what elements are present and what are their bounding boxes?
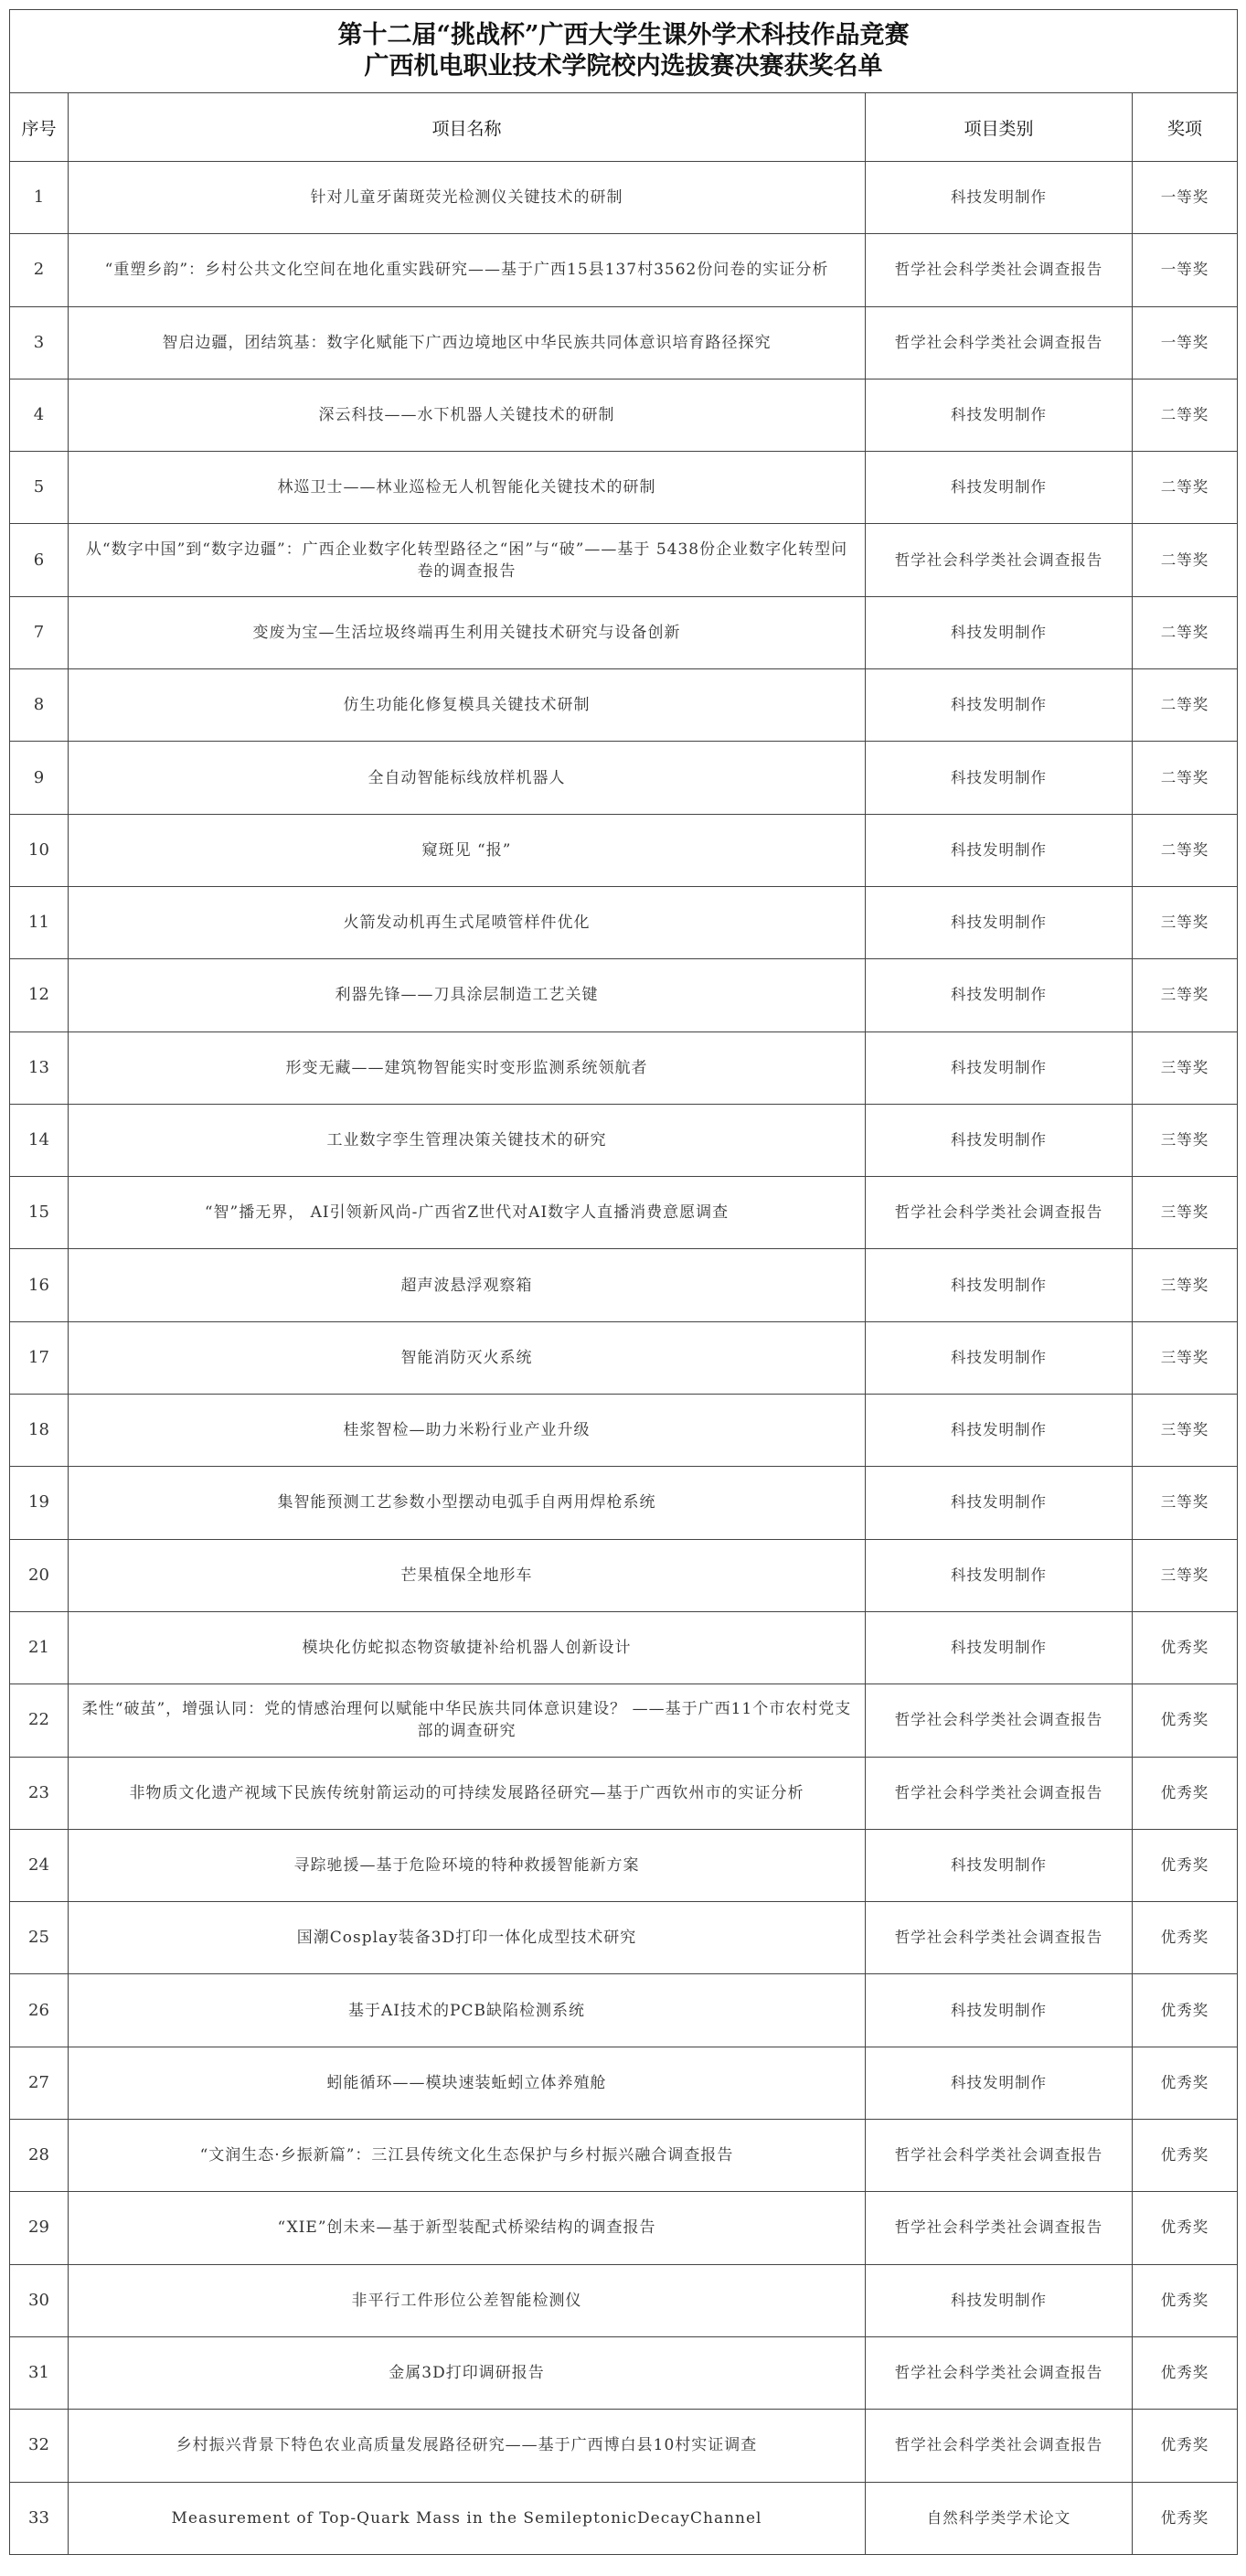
cell-category: 科技发明制作: [866, 1031, 1133, 1104]
table-row: [10, 2264, 1238, 2336]
cell-project-name: 工业数字孪生管理决策关键技术的研究: [69, 1104, 866, 1176]
cell-category: 科技发明制作: [866, 1249, 1133, 1321]
table-row: [10, 234, 1238, 306]
cell-project-name: 基于AI技术的PCB缺陷检测系统: [69, 1974, 866, 2047]
cell-award: 二等奖: [1133, 524, 1238, 596]
cell-index: 31: [10, 2336, 69, 2409]
cell-category: 科技发明制作: [866, 596, 1133, 668]
cell-category: 科技发明制作: [866, 886, 1133, 958]
cell-award: 三等奖: [1133, 1539, 1238, 1611]
cell-award: 二等奖: [1133, 814, 1238, 886]
cell-index: 13: [10, 1031, 69, 1104]
cell-project-name: 集智能预测工艺参数小型摆动电弧手自两用焊枪系统: [69, 1467, 866, 1539]
cell-index: 14: [10, 1104, 69, 1176]
table-row: [10, 1031, 1238, 1104]
cell-project-name: 寻踪驰援—基于危险环境的特种救援智能新方案: [69, 1829, 866, 1901]
cell-category: 科技发明制作: [866, 814, 1133, 886]
cell-category: 哲学社会科学类社会调查报告: [866, 306, 1133, 379]
cell-category: 科技发明制作: [866, 2047, 1133, 2119]
cell-project-name: 金属3D打印调研报告: [69, 2336, 866, 2409]
table-row: [10, 162, 1238, 234]
award-table: [9, 9, 1238, 2555]
cell-index: 25: [10, 1902, 69, 1974]
table-row: [10, 886, 1238, 958]
cell-award: 优秀奖: [1133, 1757, 1238, 1829]
table-row: [10, 2192, 1238, 2264]
cell-category: 科技发明制作: [866, 1611, 1133, 1683]
cell-project-name: 全自动智能标线放样机器人: [69, 742, 866, 814]
cell-award: 二等奖: [1133, 596, 1238, 668]
cell-index: 17: [10, 1321, 69, 1394]
table-row: [10, 1395, 1238, 1467]
cell-category: 哲学社会科学类社会调查报告: [866, 1177, 1133, 1249]
table-row: [10, 814, 1238, 886]
cell-index: 3: [10, 306, 69, 379]
cell-project-name: 火箭发动机再生式尾喷管样件优化: [69, 886, 866, 958]
table-row: [10, 1177, 1238, 1249]
table-row: [10, 1321, 1238, 1394]
cell-project-name: 超声波悬浮观察箱: [69, 1249, 866, 1321]
cell-award: 三等奖: [1133, 1321, 1238, 1394]
cell-award: 三等奖: [1133, 959, 1238, 1031]
cell-project-name: 国潮Cosplay装备3D打印一体化成型技术研究: [69, 1902, 866, 1974]
cell-award: 二等奖: [1133, 452, 1238, 524]
table-row: [10, 1249, 1238, 1321]
table-row: [10, 524, 1238, 596]
cell-category: 哲学社会科学类社会调查报告: [866, 1684, 1133, 1757]
cell-index: 33: [10, 2482, 69, 2554]
cell-project-name: 蚓能循环——模块速装蚯蚓立体养殖舱: [69, 2047, 866, 2119]
cell-index: 22: [10, 1684, 69, 1757]
cell-index: 18: [10, 1395, 69, 1467]
cell-category: 科技发明制作: [866, 1321, 1133, 1394]
header-index: 序号: [10, 93, 69, 162]
table-row: [10, 2120, 1238, 2192]
cell-category: 哲学社会科学类社会调查报告: [866, 2336, 1133, 2409]
cell-index: 15: [10, 1177, 69, 1249]
header-row: [10, 93, 1238, 162]
cell-award: 优秀奖: [1133, 1902, 1238, 1974]
cell-category: 科技发明制作: [866, 162, 1133, 234]
cell-index: 24: [10, 1829, 69, 1901]
cell-award: 二等奖: [1133, 669, 1238, 742]
cell-award: 优秀奖: [1133, 2336, 1238, 2409]
cell-category: 科技发明制作: [866, 1467, 1133, 1539]
header-award: 奖项: [1133, 93, 1238, 162]
cell-award: 三等奖: [1133, 1467, 1238, 1539]
table-row: [10, 2482, 1238, 2554]
cell-index: 16: [10, 1249, 69, 1321]
cell-index: 32: [10, 2410, 69, 2482]
table-row: [10, 2410, 1238, 2482]
table-row: [10, 452, 1238, 524]
cell-project-name: 从“数字中国”到“数字边疆”：广西企业数字化转型路径之“困”与“破”——基于 5438份企业数字化转型问卷的调查报告: [69, 524, 866, 596]
table-row: [10, 379, 1238, 451]
cell-index: 9: [10, 742, 69, 814]
cell-project-name: 变废为宝—生活垃圾终端再生利用关键技术研究与设备创新: [69, 596, 866, 668]
title-line-2: 广西机电职业技术学院校内选拔赛决赛获奖名单: [364, 52, 883, 80]
table-row: [10, 1684, 1238, 1757]
cell-category: 自然科学类学术论文: [866, 2482, 1133, 2554]
cell-project-name: 利器先锋——刀具涂层制造工艺关键: [69, 959, 866, 1031]
cell-category: 哲学社会科学类社会调查报告: [866, 1757, 1133, 1829]
table-row: [10, 1104, 1238, 1176]
cell-project-name: “智”播无界， AI引领新风尚-广西省Z世代对AI数字人直播消费意愿调查: [69, 1177, 866, 1249]
cell-category: 哲学社会科学类社会调查报告: [866, 2120, 1133, 2192]
table-row: [10, 1539, 1238, 1611]
cell-project-name: “文润生态·乡振新篇”：三江县传统文化生态保护与乡村振兴融合调查报告: [69, 2120, 866, 2192]
cell-index: 7: [10, 596, 69, 668]
cell-category: 科技发明制作: [866, 1974, 1133, 2047]
cell-index: 27: [10, 2047, 69, 2119]
cell-award: 优秀奖: [1133, 2482, 1238, 2554]
cell-index: 8: [10, 669, 69, 742]
cell-award: 优秀奖: [1133, 1829, 1238, 1901]
cell-project-name: 非物质文化遗产视域下民族传统射箭运动的可持续发展路径研究—基于广西钦州市的实证分析: [69, 1757, 866, 1829]
title-row: [10, 10, 1238, 93]
cell-award: 优秀奖: [1133, 1684, 1238, 1757]
table-row: [10, 669, 1238, 742]
cell-project-name: 深云科技——水下机器人关键技术的研制: [69, 379, 866, 451]
cell-project-name: 乡村振兴背景下特色农业高质量发展路径研究——基于广西博白县10村实证调查: [69, 2410, 866, 2482]
award-list-document: [9, 9, 1237, 2555]
cell-category: 科技发明制作: [866, 379, 1133, 451]
cell-award: 三等奖: [1133, 1177, 1238, 1249]
cell-category: 科技发明制作: [866, 959, 1133, 1031]
cell-project-name: 形变无藏——建筑物智能实时变形监测系统领航者: [69, 1031, 866, 1104]
table-row: [10, 2047, 1238, 2119]
cell-award: 优秀奖: [1133, 2264, 1238, 2336]
cell-category: 科技发明制作: [866, 1829, 1133, 1901]
table-row: [10, 1757, 1238, 1829]
cell-project-name: 窥斑见 “报”: [69, 814, 866, 886]
cell-award: 优秀奖: [1133, 1974, 1238, 2047]
table-row: [10, 959, 1238, 1031]
cell-index: 19: [10, 1467, 69, 1539]
cell-index: 29: [10, 2192, 69, 2264]
table-body: [10, 162, 1238, 2555]
cell-award: 优秀奖: [1133, 2410, 1238, 2482]
cell-index: 2: [10, 234, 69, 306]
cell-award: 三等奖: [1133, 1249, 1238, 1321]
cell-category: 哲学社会科学类社会调查报告: [866, 234, 1133, 306]
cell-category: 哲学社会科学类社会调查报告: [866, 2410, 1133, 2482]
cell-index: 20: [10, 1539, 69, 1611]
cell-project-name: 针对儿童牙菌斑荧光检测仪关键技术的研制: [69, 162, 866, 234]
cell-category: 科技发明制作: [866, 1395, 1133, 1467]
cell-index: 23: [10, 1757, 69, 1829]
cell-award: 优秀奖: [1133, 2192, 1238, 2264]
cell-award: 二等奖: [1133, 742, 1238, 814]
table-row: [10, 742, 1238, 814]
cell-project-name: 桂浆智检—助力米粉行业产业升级: [69, 1395, 866, 1467]
cell-award: 三等奖: [1133, 1104, 1238, 1176]
cell-category: 科技发明制作: [866, 1539, 1133, 1611]
cell-award: 一等奖: [1133, 234, 1238, 306]
cell-project-name: 仿生功能化修复模具关键技术研制: [69, 669, 866, 742]
cell-index: 6: [10, 524, 69, 596]
cell-award: 三等奖: [1133, 1031, 1238, 1104]
cell-index: 12: [10, 959, 69, 1031]
table-row: [10, 306, 1238, 379]
cell-project-name: 非平行工件形位公差智能检测仪: [69, 2264, 866, 2336]
header-category: 项目类别: [866, 93, 1133, 162]
cell-category: 科技发明制作: [866, 742, 1133, 814]
cell-award: 一等奖: [1133, 306, 1238, 379]
cell-award: 优秀奖: [1133, 1611, 1238, 1683]
cell-index: 30: [10, 2264, 69, 2336]
cell-project-name: 芒果植保全地形车: [69, 1539, 866, 1611]
cell-index: 26: [10, 1974, 69, 2047]
cell-category: 科技发明制作: [866, 2264, 1133, 2336]
cell-category: 哲学社会科学类社会调查报告: [866, 2192, 1133, 2264]
cell-award: 优秀奖: [1133, 2047, 1238, 2119]
cell-project-name: 柔性“破茧”，增强认同：党的情感治理何以赋能中华民族共同体意识建设？ ——基于广西11个市农村党支部的调查研究: [69, 1684, 866, 1757]
cell-category: 科技发明制作: [866, 669, 1133, 742]
cell-award: 优秀奖: [1133, 2120, 1238, 2192]
cell-index: 4: [10, 379, 69, 451]
document-title: [10, 10, 1238, 93]
cell-category: 科技发明制作: [866, 452, 1133, 524]
cell-category: 科技发明制作: [866, 1104, 1133, 1176]
table-row: [10, 2336, 1238, 2409]
cell-index: 10: [10, 814, 69, 886]
cell-award: 三等奖: [1133, 886, 1238, 958]
table-row: [10, 1611, 1238, 1683]
table-row: [10, 1467, 1238, 1539]
cell-index: 1: [10, 162, 69, 234]
title-line-1: 第十二届“挑战杯”广西大学生课外学术科技作品竞赛: [337, 21, 910, 49]
cell-index: 11: [10, 886, 69, 958]
table-row: [10, 1902, 1238, 1974]
cell-project-name: 林巡卫士——林业巡检无人机智能化关键技术的研制: [69, 452, 866, 524]
cell-project-name: 智启边疆，团结筑基：数字化赋能下广西边境地区中华民族共同体意识培育路径探究: [69, 306, 866, 379]
cell-project-name: 模块化仿蛇拟态物资敏捷补给机器人创新设计: [69, 1611, 866, 1683]
cell-index: 21: [10, 1611, 69, 1683]
cell-category: 哲学社会科学类社会调查报告: [866, 524, 1133, 596]
cell-index: 28: [10, 2120, 69, 2192]
cell-project-name: Measurement of Top-Quark Mass in the SemileptonicDecayChannel: [69, 2482, 866, 2554]
cell-award: 二等奖: [1133, 379, 1238, 451]
cell-project-name: “重塑乡韵”：乡村公共文化空间在地化重实践研究——基于广西15县137村3562份问卷的实证分析: [69, 234, 866, 306]
header-project-name: 项目名称: [69, 93, 866, 162]
table-row: [10, 596, 1238, 668]
cell-category: 哲学社会科学类社会调查报告: [866, 1902, 1133, 1974]
cell-project-name: “XIE”创未来—基于新型装配式桥梁结构的调查报告: [69, 2192, 866, 2264]
cell-award: 三等奖: [1133, 1395, 1238, 1467]
table-row: [10, 1829, 1238, 1901]
cell-award: 一等奖: [1133, 162, 1238, 234]
cell-project-name: 智能消防灭火系统: [69, 1321, 866, 1394]
table-row: [10, 1974, 1238, 2047]
cell-index: 5: [10, 452, 69, 524]
